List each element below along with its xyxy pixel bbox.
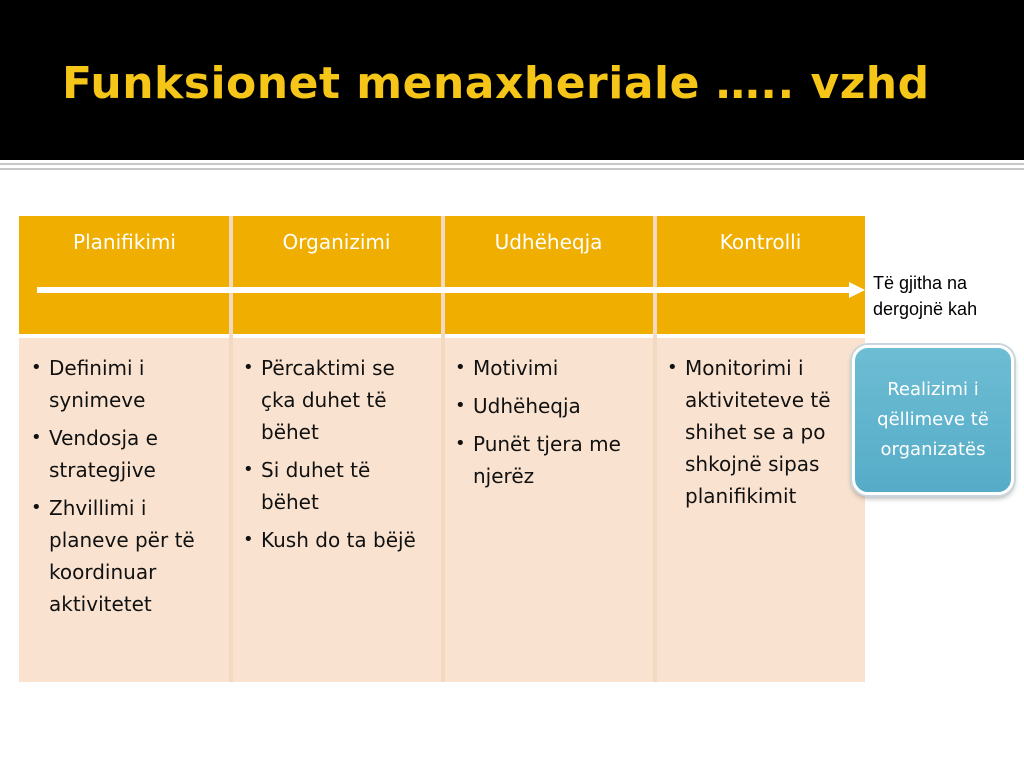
header-organizimi: Organizimi [282,230,391,254]
goal-box [852,345,1014,495]
list-item: • Motivimi [455,352,646,384]
list-item: • Përcaktimi se çka duhet të bëhet [243,352,434,448]
header-udheheqja: Udhëheqja [494,230,603,254]
list-item: • Udhëheqja [455,390,646,422]
column-body-planifikimi [19,338,230,682]
list-item: • Kush do ta bëjë [243,524,434,556]
list-item: • Definimi i synimeve [31,352,222,416]
functions-table [19,216,865,682]
header-planifikimi: Planifikimi [73,230,176,254]
divider-line [0,163,1024,165]
title-bar [0,0,1024,160]
right-arrow-icon [37,280,867,300]
side-note: Të gjitha na dergojnë kah [873,273,978,319]
list-item: • Punët tjera me njerëz [455,428,646,492]
list-item: • Vendosja e strategjive [31,422,222,486]
list-item: • Si duhet të bëhet [243,454,434,518]
list-kontrolli [667,352,857,518]
list-item: • Monitorimi i aktiviteteve të shihet se a po shkojnë sipas planifikimit [667,352,857,512]
list-udheheqja [455,352,646,498]
list-planifikimi [31,352,222,626]
slide-title: Funksionet menaxheriale ….. vzhd [62,58,930,109]
header-kontrolli: Kontrolli [719,230,802,254]
column-body-udheheqja [443,338,654,682]
divider-line [0,168,1024,170]
list-item: • Zhvillimi i planeve për të koordinuar aktivitetet [31,492,222,620]
list-organizimi [243,352,434,562]
column-body-kontrolli [655,338,865,682]
goal-text: Realizimi i qëllimeve të organizatës [877,379,989,460]
column-body-organizimi [231,338,442,682]
